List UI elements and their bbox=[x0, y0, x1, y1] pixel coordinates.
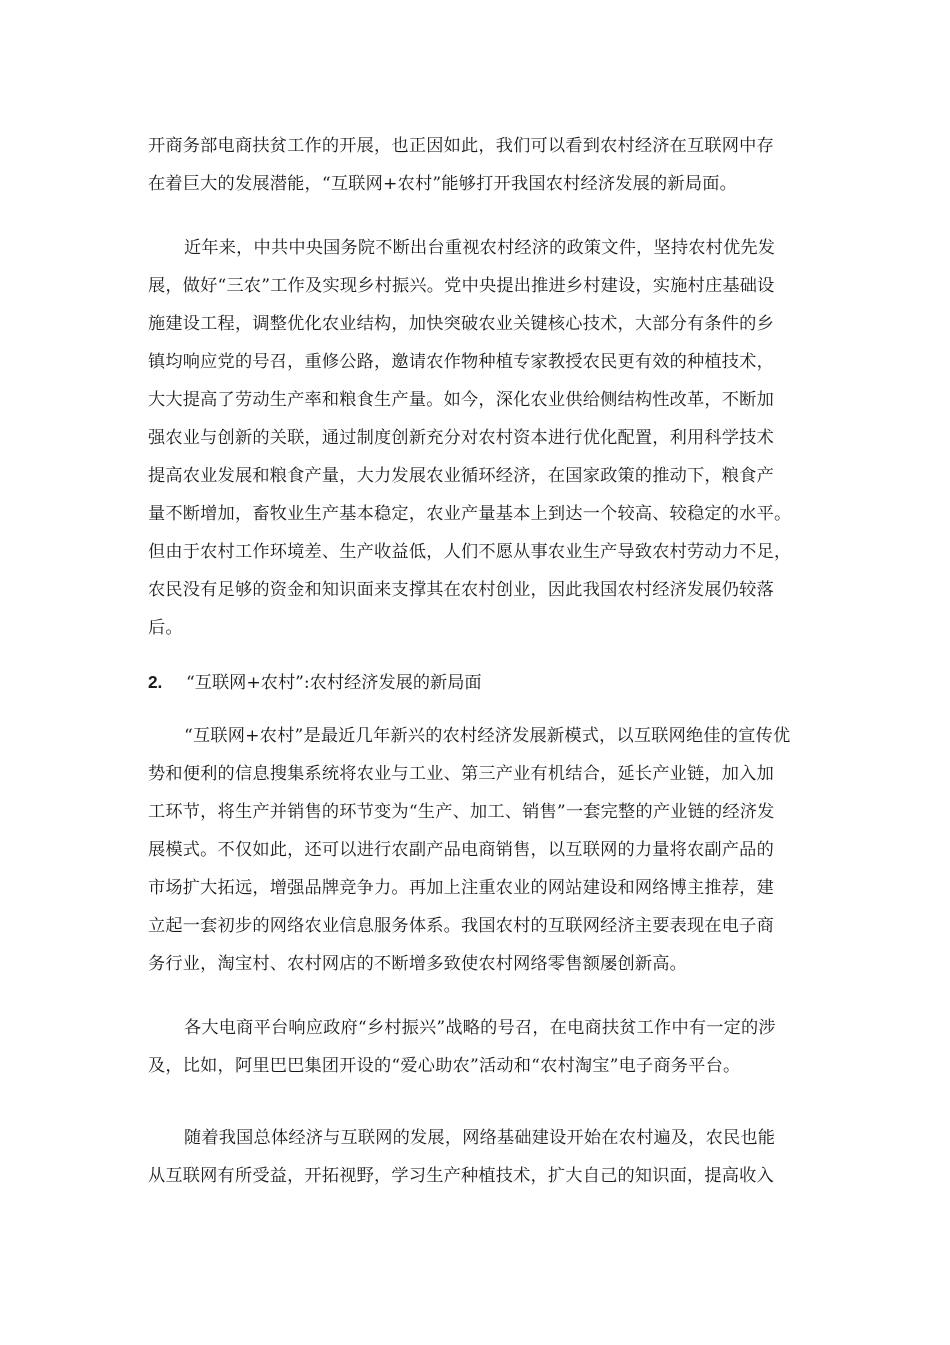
section-title: “互联网+农村”:农村经济发展的新局面 bbox=[186, 673, 482, 693]
text-line: 施建设工程，调整优化农业结构，加快突破农业关键核心技术，大部分有条件的乡 bbox=[148, 314, 774, 334]
text-line: 但由于农村工作环境差、生产收益低，人们不愿从事农业生产导致农村劳动力不足， bbox=[148, 542, 792, 562]
text-line: 市场扩大拓远，增强品牌竞争力。再加上注重农业的网站建设和网络博主推荐，建 bbox=[148, 878, 774, 898]
text-line: 开商务部电商扶贫工作的开展，也正因如此，我们可以看到农村经济在互联网中存 bbox=[148, 136, 774, 156]
text-line: 镇均响应党的号召，重修公路，邀请农作物种植专家教授农民更有效的种植技术， bbox=[148, 352, 774, 372]
text-line: 大大提高了劳动生产率和粮食生产量。如今，深化农业供给侧结构性改革，不断加 bbox=[148, 390, 774, 410]
text-line: 展模式。不仅如此，还可以进行农副产品电商销售，以互联网的力量将农副产品的 bbox=[148, 840, 774, 860]
section-number: 2. bbox=[148, 672, 163, 692]
text-line: 后。 bbox=[148, 618, 183, 638]
text-line: 农民没有足够的资金和知识面来支撑其在农村创业，因此我国农村经济发展仍较落 bbox=[148, 580, 774, 600]
paragraph-network-development bbox=[148, 1119, 788, 1195]
text-line: 强农业与创新的关联，通过制度创新充分对农村资本进行优化配置，利用科学技术 bbox=[148, 428, 774, 448]
paragraph-rural-policy bbox=[148, 229, 792, 647]
text-line: “互联网+农村”是最近几年新兴的农村经济发展新模式，以互联网绝佳的宣传优 bbox=[184, 726, 791, 746]
text-line: 工环节，将生产并销售的环节变为“生产、加工、销售”一套完整的产业链的经济发 bbox=[148, 802, 775, 822]
text-line: 随着我国总体经济与互联网的发展，网络基础建设开始在农村遍及，农民也能 bbox=[184, 1128, 776, 1148]
section-heading bbox=[148, 663, 482, 701]
text-line: 量不断增加，畜牧业生产基本稳定，农业产量基本上到达一个较高、较稳定的水平。 bbox=[148, 504, 792, 524]
text-line: 势和便利的信息搜集系统将农业与工业、第三产业有机结合，延长产业链，加入加 bbox=[148, 764, 774, 784]
paragraph-continuation bbox=[148, 127, 788, 203]
paragraph-ecommerce-platforms bbox=[148, 1009, 788, 1085]
text-line: 近年来，中共中央国务院不断出台重视农村经济的政策文件，坚持农村优先发 bbox=[184, 238, 776, 258]
text-line: 在着巨大的发展潜能，“互联网+农村”能够打开我国农村经济发展的新局面。 bbox=[148, 174, 737, 194]
text-line: 从互联网有所受益，开拓视野，学习生产种植技术，扩大自己的知识面，提高收入 bbox=[148, 1166, 774, 1186]
text-line: 立起一套初步的网络农业信息服务体系。我国农村的互联网经济主要表现在电子商 bbox=[148, 916, 774, 936]
paragraph-internet-rural-model bbox=[148, 717, 791, 983]
text-line: 提高农业发展和粮食产量，大力发展农业循环经济，在国家政策的推动下，粮食产 bbox=[148, 466, 774, 486]
text-line: 及，比如，阿里巴巴集团开设的“爱心助农”活动和“农村淘宝”电子商务平台。 bbox=[148, 1056, 741, 1076]
text-line: 务行业，淘宝村、农村网店的不断增多致使农村网络零售额屡创新高。 bbox=[148, 954, 688, 974]
text-line: 展，做好“三农”工作及实现乡村振兴。党中央提出推进乡村建设，实施村庄基础设 bbox=[148, 276, 775, 296]
text-line: 各大电商平台响应政府“乡村振兴”战略的号召，在电商扶贫工作中有一定的涉 bbox=[184, 1018, 776, 1038]
